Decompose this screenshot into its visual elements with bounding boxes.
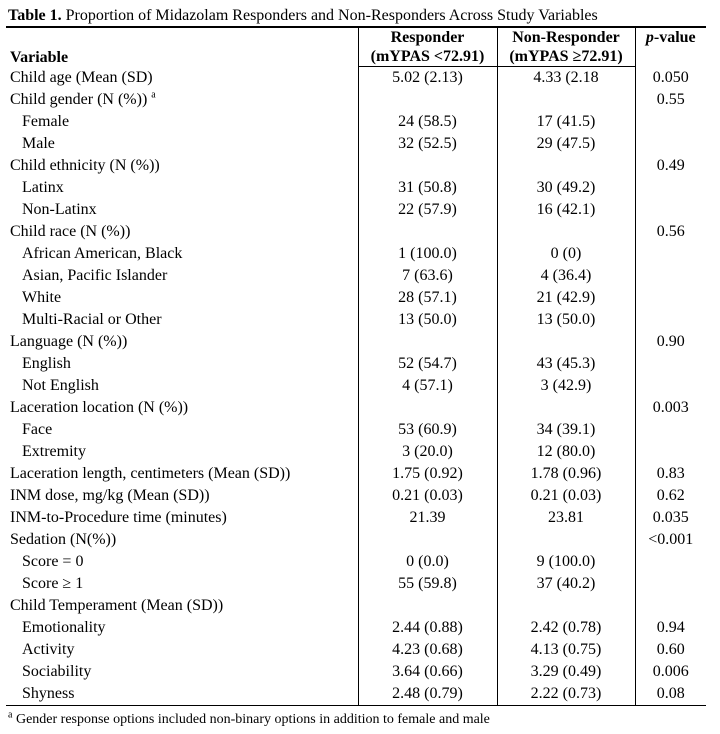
cell-nonresponder bbox=[497, 595, 635, 617]
cell-nonresponder: 4.13 (0.75) bbox=[497, 639, 635, 661]
row-label-text: White bbox=[22, 289, 62, 306]
row-label bbox=[6, 177, 358, 199]
header-variable: Variable bbox=[6, 27, 358, 67]
cell-pvalue bbox=[635, 353, 706, 375]
row-label-text: Sociability bbox=[22, 663, 92, 680]
table-row bbox=[6, 331, 706, 353]
header-responder-criterion: (mYPAS <72.91) bbox=[358, 47, 497, 67]
row-label-text: Non-Latinx bbox=[22, 201, 97, 218]
cell-nonresponder: 21 (42.9) bbox=[497, 287, 635, 309]
cell-pvalue: 0.94 bbox=[635, 617, 706, 639]
header-nonresponder-criterion: (mYPAS ≥72.91) bbox=[497, 47, 635, 67]
cell-responder: 31 (50.8) bbox=[358, 177, 497, 199]
table-footnote bbox=[8, 711, 490, 729]
cell-pvalue: 0.003 bbox=[635, 397, 706, 419]
table-row bbox=[6, 155, 706, 177]
cell-pvalue bbox=[635, 177, 706, 199]
row-label-text: Multi-Racial or Other bbox=[22, 311, 162, 328]
cell-responder bbox=[358, 89, 497, 111]
cell-pvalue bbox=[635, 199, 706, 221]
cell-nonresponder bbox=[497, 529, 635, 551]
table-row bbox=[6, 375, 706, 397]
row-label-text: Asian, Pacific Islander bbox=[22, 267, 168, 284]
row-label-text: English bbox=[22, 355, 71, 372]
cell-pvalue: 0.49 bbox=[635, 155, 706, 177]
cell-nonresponder: 0 (0) bbox=[497, 243, 635, 265]
cell-responder: 4 (57.1) bbox=[358, 375, 497, 397]
row-label bbox=[6, 463, 358, 485]
row-label-text: INM-to-Procedure time (minutes) bbox=[10, 509, 227, 526]
cell-pvalue: 0.83 bbox=[635, 463, 706, 485]
cell-nonresponder: 29 (47.5) bbox=[497, 133, 635, 155]
cell-pvalue: 0.55 bbox=[635, 89, 706, 111]
cell-responder: 13 (50.0) bbox=[358, 309, 497, 331]
row-label bbox=[6, 617, 358, 639]
table-row bbox=[6, 221, 706, 243]
cell-pvalue bbox=[635, 419, 706, 441]
cell-pvalue bbox=[635, 265, 706, 287]
table-caption-label: Table 1. bbox=[8, 7, 62, 24]
cell-pvalue bbox=[635, 441, 706, 463]
table-row bbox=[6, 199, 706, 221]
cell-responder bbox=[358, 595, 497, 617]
cell-nonresponder bbox=[497, 331, 635, 353]
cell-nonresponder: 30 (49.2) bbox=[497, 177, 635, 199]
cell-responder: 24 (58.5) bbox=[358, 111, 497, 133]
row-label bbox=[6, 243, 358, 265]
table-row bbox=[6, 133, 706, 155]
row-label bbox=[6, 331, 358, 353]
row-label-text: Child Temperament (Mean (SD)) bbox=[10, 597, 224, 614]
table-row bbox=[6, 485, 706, 507]
row-label-text: Child age (Mean (SD) bbox=[10, 68, 153, 86]
cell-nonresponder: 12 (80.0) bbox=[497, 441, 635, 463]
table-caption-text: Proportion of Midazolam Responders and Non-Responders Across Study Variables bbox=[65, 7, 598, 24]
row-label bbox=[6, 221, 358, 243]
row-label-text: Sedation (N(%)) bbox=[10, 531, 117, 548]
cell-nonresponder: 23.81 bbox=[497, 507, 635, 529]
row-label bbox=[6, 155, 358, 177]
table-row bbox=[6, 463, 706, 485]
cell-nonresponder: 13 (50.0) bbox=[497, 309, 635, 331]
cell-nonresponder: 4.33 (2.18 bbox=[497, 67, 635, 90]
table-row bbox=[6, 551, 706, 573]
table-row bbox=[6, 67, 706, 90]
cell-responder: 32 (52.5) bbox=[358, 133, 497, 155]
row-label-text: Child gender (N (%)) bbox=[10, 91, 148, 108]
table-row bbox=[6, 89, 706, 111]
row-label bbox=[6, 111, 358, 133]
footnote-mark: a bbox=[8, 709, 13, 721]
row-label bbox=[6, 199, 358, 221]
footnote-text: Gender response options included non-binary options in addition to female and male bbox=[15, 712, 490, 727]
cell-pvalue bbox=[635, 375, 706, 397]
row-label-text: Latinx bbox=[22, 179, 64, 196]
table-row bbox=[6, 353, 706, 375]
cell-nonresponder bbox=[497, 221, 635, 243]
cell-responder: 28 (57.1) bbox=[358, 287, 497, 309]
cell-nonresponder: 17 (41.5) bbox=[497, 111, 635, 133]
row-label-text: Activity bbox=[22, 641, 75, 658]
cell-nonresponder: 9 (100.0) bbox=[497, 551, 635, 573]
cell-pvalue: 0.035 bbox=[635, 507, 706, 529]
row-label bbox=[6, 595, 358, 617]
cell-nonresponder: 2.42 (0.78) bbox=[497, 617, 635, 639]
table-body bbox=[6, 67, 706, 706]
table-row bbox=[6, 529, 706, 551]
cell-responder: 3 (20.0) bbox=[358, 441, 497, 463]
cell-pvalue bbox=[635, 243, 706, 265]
cell-nonresponder bbox=[497, 155, 635, 177]
row-label-text: INM dose, mg/kg (Mean (SD)) bbox=[10, 487, 210, 504]
row-label-text: African American, Black bbox=[22, 245, 183, 262]
table-row bbox=[6, 397, 706, 419]
cell-responder: 0.21 (0.03) bbox=[358, 485, 497, 507]
table-row bbox=[6, 441, 706, 463]
cell-responder: 52 (54.7) bbox=[358, 353, 497, 375]
row-label-text: Child race (N (%)) bbox=[10, 223, 131, 240]
row-label bbox=[6, 353, 358, 375]
cell-responder bbox=[358, 155, 497, 177]
cell-pvalue bbox=[635, 551, 706, 573]
cell-responder: 2.44 (0.88) bbox=[358, 617, 497, 639]
row-label-text: Child ethnicity (N (%)) bbox=[10, 157, 160, 174]
table-row bbox=[6, 617, 706, 639]
row-label bbox=[6, 507, 358, 529]
cell-responder bbox=[358, 221, 497, 243]
data-table bbox=[6, 26, 706, 706]
table-row bbox=[6, 419, 706, 441]
table-row bbox=[6, 595, 706, 617]
table-row bbox=[6, 507, 706, 529]
header-pvalue bbox=[635, 27, 706, 67]
row-label bbox=[6, 67, 358, 90]
header-pvalue-rest: -value bbox=[653, 29, 696, 46]
table-row bbox=[6, 309, 706, 331]
cell-pvalue: <0.001 bbox=[635, 529, 706, 551]
cell-nonresponder bbox=[497, 397, 635, 419]
row-label bbox=[6, 309, 358, 331]
cell-responder: 4.23 (0.68) bbox=[358, 639, 497, 661]
cell-responder bbox=[358, 529, 497, 551]
cell-responder: 21.39 bbox=[358, 507, 497, 529]
cell-nonresponder: 3.29 (0.49) bbox=[497, 661, 635, 683]
row-label bbox=[6, 485, 358, 507]
cell-responder: 3.64 (0.66) bbox=[358, 661, 497, 683]
row-label bbox=[6, 551, 358, 573]
cell-nonresponder: 1.78 (0.96) bbox=[497, 463, 635, 485]
table-row bbox=[6, 287, 706, 309]
cell-responder bbox=[358, 397, 497, 419]
row-label bbox=[6, 89, 358, 111]
table-header bbox=[6, 27, 706, 67]
cell-pvalue bbox=[635, 133, 706, 155]
row-label-text: Laceration location (N (%)) bbox=[10, 399, 189, 416]
row-label bbox=[6, 661, 358, 683]
table-row bbox=[6, 265, 706, 287]
cell-responder: 0 (0.0) bbox=[358, 551, 497, 573]
cell-nonresponder: 43 (45.3) bbox=[497, 353, 635, 375]
cell-responder: 5.02 (2.13) bbox=[358, 67, 497, 90]
cell-nonresponder: 2.22 (0.73) bbox=[497, 683, 635, 706]
table-caption bbox=[8, 6, 598, 26]
row-label-text: Extremity bbox=[22, 443, 86, 460]
table-row bbox=[6, 683, 706, 706]
row-label bbox=[6, 133, 358, 155]
cell-nonresponder: 34 (39.1) bbox=[497, 419, 635, 441]
header-responder: Responder bbox=[358, 27, 497, 47]
cell-responder: 22 (57.9) bbox=[358, 199, 497, 221]
row-label-text: Shyness bbox=[22, 685, 75, 702]
cell-nonresponder: 0.21 (0.03) bbox=[497, 485, 635, 507]
footnote-ref: a bbox=[151, 89, 156, 101]
cell-pvalue bbox=[635, 595, 706, 617]
cell-nonresponder: 4 (36.4) bbox=[497, 265, 635, 287]
row-label-text: Male bbox=[22, 135, 55, 152]
row-label bbox=[6, 573, 358, 595]
table-row bbox=[6, 661, 706, 683]
cell-nonresponder: 16 (42.1) bbox=[497, 199, 635, 221]
cell-responder bbox=[358, 331, 497, 353]
table-row bbox=[6, 177, 706, 199]
cell-nonresponder bbox=[497, 89, 635, 111]
row-label bbox=[6, 375, 358, 397]
cell-nonresponder: 37 (40.2) bbox=[497, 573, 635, 595]
row-label bbox=[6, 529, 358, 551]
cell-pvalue bbox=[635, 309, 706, 331]
header-pvalue-italic: p bbox=[645, 29, 654, 46]
cell-responder: 1.75 (0.92) bbox=[358, 463, 497, 485]
row-label bbox=[6, 441, 358, 463]
row-label-text: Score ≥ 1 bbox=[22, 575, 84, 592]
cell-pvalue: 0.56 bbox=[635, 221, 706, 243]
cell-pvalue: 0.62 bbox=[635, 485, 706, 507]
row-label bbox=[6, 683, 358, 706]
cell-nonresponder: 3 (42.9) bbox=[497, 375, 635, 397]
row-label-text: Female bbox=[22, 113, 70, 130]
cell-pvalue bbox=[635, 287, 706, 309]
cell-pvalue: 0.050 bbox=[635, 67, 706, 90]
table-row bbox=[6, 639, 706, 661]
row-label-text: Language (N (%)) bbox=[10, 333, 128, 350]
cell-responder: 2.48 (0.79) bbox=[358, 683, 497, 706]
row-label bbox=[6, 265, 358, 287]
row-label-text: Score = 0 bbox=[22, 553, 84, 570]
cell-pvalue: 0.90 bbox=[635, 331, 706, 353]
row-label-text: Not English bbox=[22, 377, 99, 394]
table-row bbox=[6, 111, 706, 133]
header-nonresponder: Non-Responder bbox=[497, 27, 635, 47]
cell-responder: 7 (63.6) bbox=[358, 265, 497, 287]
row-label bbox=[6, 639, 358, 661]
row-label-text: Emotionality bbox=[22, 619, 106, 636]
cell-pvalue bbox=[635, 573, 706, 595]
row-label bbox=[6, 287, 358, 309]
cell-pvalue: 0.08 bbox=[635, 683, 706, 706]
cell-pvalue: 0.60 bbox=[635, 639, 706, 661]
row-label-text: Face bbox=[22, 421, 53, 438]
cell-responder: 53 (60.9) bbox=[358, 419, 497, 441]
table-row bbox=[6, 573, 706, 595]
cell-pvalue: 0.006 bbox=[635, 661, 706, 683]
row-label-text: Laceration length, centimeters (Mean (SD)) bbox=[10, 465, 291, 482]
cell-responder: 1 (100.0) bbox=[358, 243, 497, 265]
cell-pvalue bbox=[635, 111, 706, 133]
table-row bbox=[6, 243, 706, 265]
cell-responder: 55 (59.8) bbox=[358, 573, 497, 595]
row-label bbox=[6, 397, 358, 419]
row-label bbox=[6, 419, 358, 441]
